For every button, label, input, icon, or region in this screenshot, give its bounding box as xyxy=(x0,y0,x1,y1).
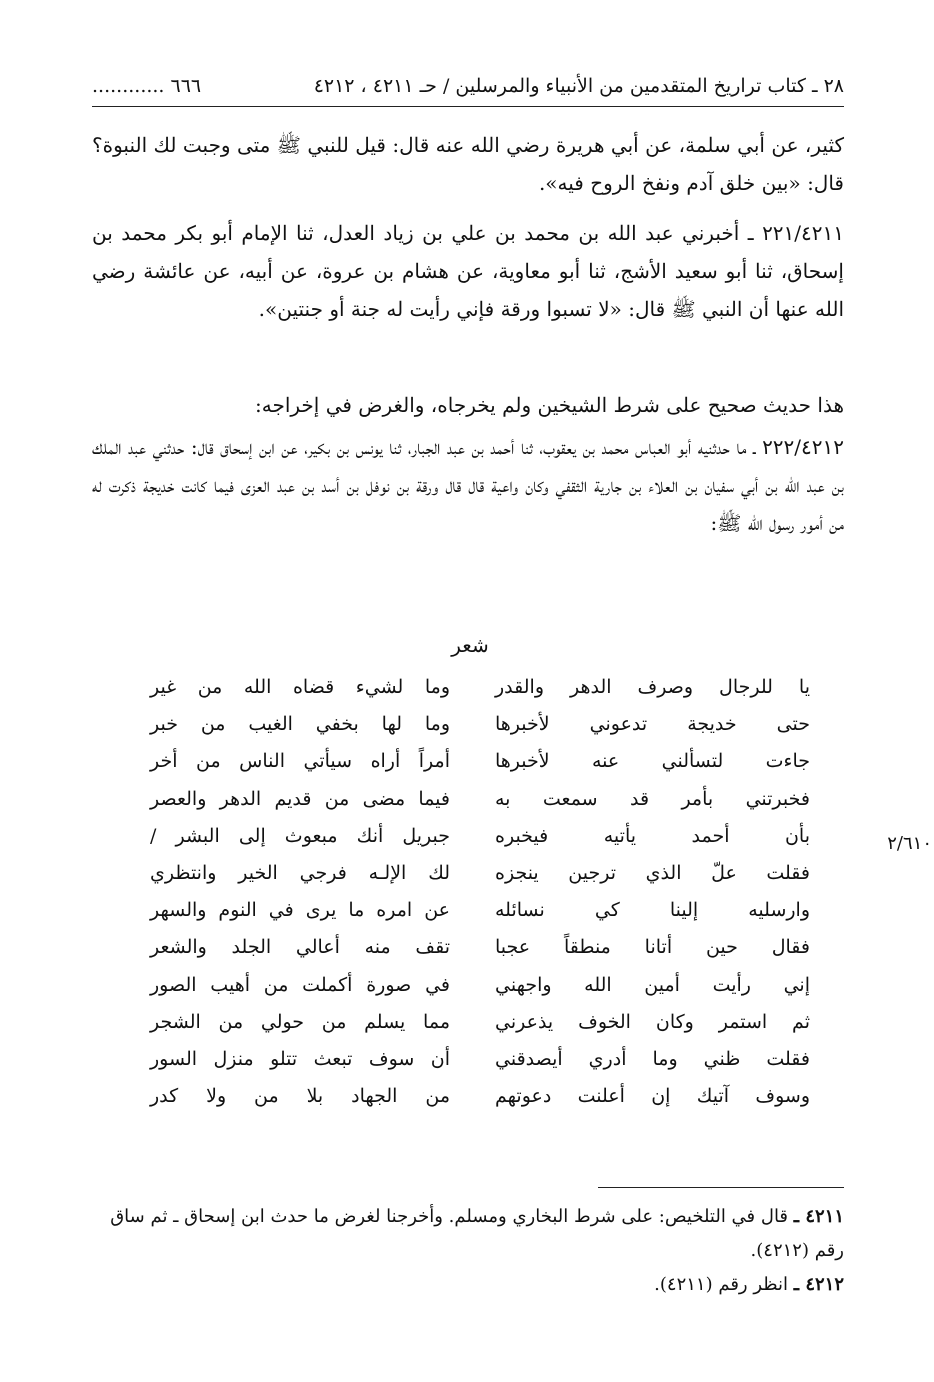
first-hemistich: إني رأيت أمين الله واجهني xyxy=(495,973,810,996)
poem-title: شعر xyxy=(451,633,489,657)
hadith-4211: ٢٢١/٤٢١١ ـ أخبرني عبد الله بن محمد بن علي بن زياد العدل، ثنا الإمام أبو بكر محمد بن إسحاق، ثنا أبو سعيد الأشج، ثنا أبو معاوية، عن هشام بن عروة، عن أبيه، عن عائشة رضي الله عنها أن النبي ﷺ قال: «لا تسبوا ورقة فإني رأيت له جنة أو جنتين». xyxy=(92,221,844,321)
first-hemistich: فخبرتني بأمر قد سمعت به xyxy=(495,787,810,810)
footnote-divider xyxy=(598,1187,844,1188)
footnotes xyxy=(92,1200,844,1302)
verse xyxy=(140,1041,810,1078)
grading-paragraph: هذا حديث صحيح على شرط الشيخين ولم يخرجاه، والغرض في إخراجه: xyxy=(255,393,844,417)
verse xyxy=(140,929,810,966)
first-hemistich: يا للرجال وصرف الدهر والقدر xyxy=(495,676,810,698)
footnote-text: قال في التلخيص: على شرط البخاري ومسلم. وأخرجنا لغرض ما حدث ابن إسحاق ـ ثم ساق رقم (٤٢١٢). xyxy=(110,1206,844,1261)
first-hemistich: فقلت علّ الذي ترجين ينجزه xyxy=(495,861,810,884)
second-hemistich: لك الإلـه فرجي الخير وانتظري xyxy=(150,861,450,884)
verse xyxy=(140,892,810,929)
page-number: ٦٦٦ ............ xyxy=(92,75,202,97)
verse xyxy=(140,743,810,780)
second-hemistich: أن سوف تبعث تتلو منزل السور xyxy=(150,1047,450,1070)
running-header xyxy=(92,66,844,107)
first-hemistich: جاءت لتسألني عنه لأخبرها xyxy=(495,750,810,773)
verse xyxy=(140,781,810,818)
second-hemistich: جبريل أنك مبعوث إلى البشر / xyxy=(150,824,450,847)
first-hemistich: فقلت ظني وما أدري أيصدقني xyxy=(495,1047,810,1070)
second-hemistich: من الجهاد بلا من ولا كدر xyxy=(150,1085,450,1108)
second-hemistich: فيما مضى من قديم الدهر والعصر xyxy=(150,787,450,810)
second-hemistich: أمراً أراه سيأتي الناس من أخر xyxy=(150,750,450,773)
verse xyxy=(140,818,810,855)
verse xyxy=(140,669,810,706)
second-hemistich: وما لشيء قضاه الله من غير xyxy=(150,676,450,698)
verse xyxy=(140,855,810,892)
footnote-text: انظر رقم (٤٢١١). xyxy=(654,1274,789,1295)
verse xyxy=(140,1004,810,1041)
first-hemistich: حتى خديجة تدعوني لأخبرها xyxy=(495,713,810,736)
paragraph-1: كثير، عن أبي سلمة، عن أبي هريرة رضي الله عنه قال: قيل للنبي ﷺ متى وجبت لك النبوة؟ قال: «بين خلق آدم ونفخ الروح فيه». xyxy=(92,133,845,195)
second-hemistich: مما يسلم من حولي من الشجر xyxy=(150,1010,450,1033)
poem xyxy=(140,669,810,1115)
first-hemistich: ثم استمر وكان الخوف يذعرني xyxy=(495,1010,810,1033)
verse xyxy=(140,1078,810,1115)
header-title: ٢٨ ـ كتاب تراريخ المتقدمين من الأنبياء والمرسلين / حـ ٤٢١١ ، ٤٢١٢ xyxy=(313,75,844,97)
footnote-4211 xyxy=(92,1200,844,1268)
first-hemistich: فقال حين أتانا منطقاً عجبا xyxy=(495,936,810,959)
footnote-number: ٤٢١٢ ـ xyxy=(793,1274,844,1295)
second-hemistich: في صورة أكملت من أهيب الصور xyxy=(150,973,450,996)
first-hemistich: بأن أحمد يأتيه فيخبره xyxy=(495,824,810,847)
verse xyxy=(140,706,810,743)
second-hemistich: عن امره ما يرى في النوم والسهر xyxy=(150,899,450,922)
first-hemistich: وارسليه إلينا كي نسائله xyxy=(495,899,810,922)
hadith-4212: ٢٢٢/٤٢١٢ ـ ما حدثنيه أبو العباس محمد بن يعقوب، ثنا أحمد بن عبد الجبار، ثنا يونس بن بكير، عن ابن إسحاق قال: حدثني عبد الملك بن عبد الله بن أبي سفيان بن العلاء بن جارية الثقفي وكان واعية قال قال ورقة بن نوفل بن أسد بن عبد العزى فيما كانت خديجة ذكرت له من أمور رسول الله ﷺ: xyxy=(92,435,844,535)
margin-reference: ٢/٦١٠ xyxy=(887,833,932,854)
second-hemistich: تقف منه أعالي الجلد والشعر xyxy=(150,936,450,959)
footnote-4212 xyxy=(92,1268,844,1302)
verse xyxy=(140,967,810,1004)
footnote-number: ٤٢١١ ـ xyxy=(793,1206,844,1227)
second-hemistich: وما لها بخفي الغيب من خبر xyxy=(150,713,450,736)
first-hemistich: وسوف آتيك إن أعلنت دعوتهم xyxy=(495,1085,810,1108)
